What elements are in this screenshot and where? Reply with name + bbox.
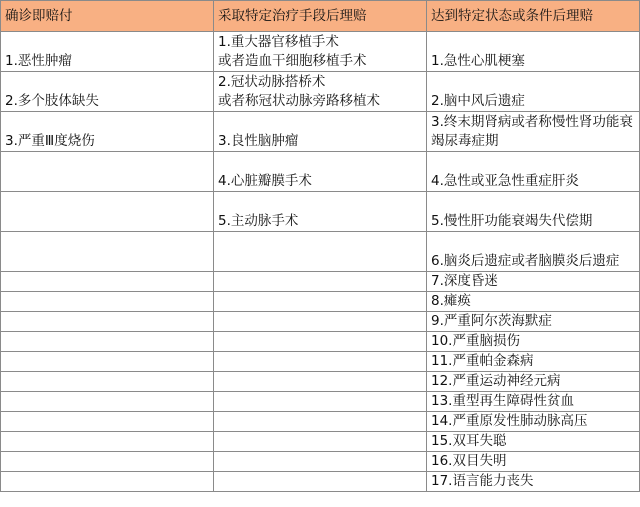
table-cell-condition[interactable]: 7.深度昏迷 [427,272,640,292]
table-row [1,152,640,192]
table-cell-diagnosis[interactable] [1,432,214,452]
table-row [1,232,640,272]
table-row [1,472,640,492]
table-cell-diagnosis[interactable] [1,392,214,412]
table-cell-condition[interactable]: 8.瘫痪 [427,292,640,312]
table-cell-treatment[interactable] [214,372,427,392]
table-cell-condition[interactable]: 10.严重脑损伤 [427,332,640,352]
table-row [1,32,640,72]
header-cell-condition[interactable]: 达到特定状态或条件后理赔 [427,1,640,32]
table-cell-diagnosis[interactable] [1,152,214,192]
table-cell-condition[interactable]: 9.严重阿尔茨海默症 [427,312,640,332]
table-row [1,272,640,292]
table-cell-condition[interactable]: 3.终末期肾病或者称慢性肾功能衰竭尿毒症期 [427,112,640,152]
table-cell-treatment[interactable] [214,312,427,332]
table-cell-diagnosis[interactable] [1,292,214,312]
table-cell-condition[interactable]: 17.语言能力丧失 [427,472,640,492]
table-cell-condition[interactable]: 14.严重原发性肺动脉高压 [427,412,640,432]
header-cell-diagnosis[interactable]: 确诊即赔付 [1,1,214,32]
table-cell-condition[interactable]: 15.双耳失聪 [427,432,640,452]
table-cell-condition[interactable]: 11.严重帕金森病 [427,352,640,372]
table-cell-treatment[interactable] [214,472,427,492]
table-cell-condition[interactable]: 5.慢性肝功能衰竭失代偿期 [427,192,640,232]
table-cell-diagnosis[interactable] [1,312,214,332]
table-cell-treatment[interactable]: 3.良性脑肿瘤 [214,112,427,152]
table-row [1,72,640,112]
table-cell-condition[interactable]: 16.双目失明 [427,452,640,472]
table-cell-treatment[interactable]: 4.心脏瓣膜手术 [214,152,427,192]
table-cell-diagnosis[interactable] [1,412,214,432]
table-row [1,112,640,152]
table-cell-condition[interactable]: 1.急性心肌梗塞 [427,32,640,72]
table-row [1,452,640,472]
table-cell-diagnosis[interactable]: 3.严重Ⅲ度烧伤 [1,112,214,152]
table-row [1,192,640,232]
table-row [1,412,640,432]
table-cell-condition[interactable]: 2.脑中风后遗症 [427,72,640,112]
table-row [1,432,640,452]
table-cell-diagnosis[interactable] [1,452,214,472]
table-cell-treatment[interactable] [214,412,427,432]
table-cell-diagnosis[interactable] [1,352,214,372]
table-row [1,332,640,352]
table-cell-treatment[interactable] [214,332,427,352]
table-cell-diagnosis[interactable] [1,232,214,272]
table-cell-treatment[interactable] [214,392,427,412]
table-row [1,372,640,392]
table-cell-condition[interactable]: 6.脑炎后遗症或者脑膜炎后遗症 [427,232,640,272]
header-row [1,1,640,32]
table-cell-treatment[interactable] [214,232,427,272]
table-cell-treatment[interactable]: 2.冠状动脉搭桥术 或者称冠状动脉旁路移植术 [214,72,427,112]
header-cell-treatment[interactable]: 采取特定治疗手段后理赔 [214,1,427,32]
table-cell-treatment[interactable]: 5.主动脉手术 [214,192,427,232]
table-cell-diagnosis[interactable]: 1.恶性肿瘤 [1,32,214,72]
table-cell-diagnosis[interactable] [1,332,214,352]
table-row [1,312,640,332]
table-cell-treatment[interactable] [214,352,427,372]
table-cell-condition[interactable]: 4.急性或亚急性重症肝炎 [427,152,640,192]
table-cell-treatment[interactable] [214,432,427,452]
table-cell-treatment[interactable] [214,292,427,312]
table-row [1,352,640,372]
table-cell-condition[interactable]: 12.严重运动神经元病 [427,372,640,392]
table-row [1,392,640,412]
table-row [1,292,640,312]
table-cell-treatment[interactable] [214,272,427,292]
table-cell-diagnosis[interactable] [1,272,214,292]
table-cell-condition[interactable]: 13.重型再生障碍性贫血 [427,392,640,412]
table-cell-diagnosis[interactable] [1,372,214,392]
table-cell-diagnosis[interactable] [1,472,214,492]
table-cell-diagnosis[interactable] [1,192,214,232]
table-cell-treatment[interactable]: 1.重大器官移植手术 或者造血干细胞移植手术 [214,32,427,72]
table-cell-treatment[interactable] [214,452,427,472]
table-cell-diagnosis[interactable]: 2.多个肢体缺失 [1,72,214,112]
